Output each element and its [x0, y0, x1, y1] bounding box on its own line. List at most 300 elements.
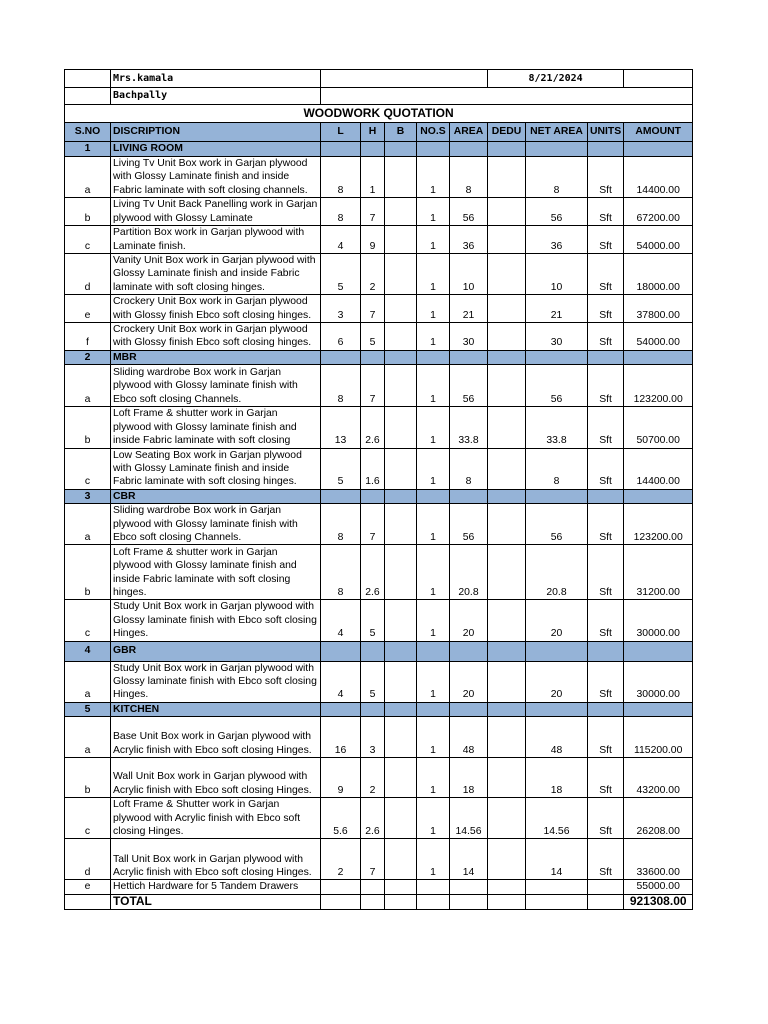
- item-length: 4: [321, 600, 361, 641]
- item-net-area: 8: [526, 448, 588, 489]
- item-description: Partition Box work in Garjan plywood with Laminate finish.: [111, 226, 321, 254]
- item-description: Loft Frame & shutter work in Garjan plywood with Glossy laminate finish and inside Fabric laminate with soft closing hinges.: [111, 545, 321, 600]
- item-dedu: [488, 880, 526, 894]
- item-nos: 1: [417, 717, 450, 758]
- item-area: 20: [450, 600, 488, 641]
- section-blank-cell: [624, 489, 693, 503]
- col-dedu: DEDU: [488, 123, 526, 142]
- item-amount: 37800.00: [624, 295, 693, 323]
- section-blank-cell: [385, 702, 417, 716]
- item-height: 5: [361, 600, 385, 641]
- item-nos: [417, 880, 450, 894]
- item-nos: 1: [417, 226, 450, 254]
- item-net-area: 8: [526, 157, 588, 198]
- section-blank-cell: [321, 142, 361, 157]
- item-id: c: [65, 798, 111, 839]
- section-blank-cell: [321, 641, 361, 661]
- total-blank-cell: [361, 894, 385, 909]
- item-dedu: [488, 226, 526, 254]
- section-title: MBR: [111, 350, 321, 364]
- section-blank-cell: [488, 142, 526, 157]
- table-row: [65, 661, 693, 702]
- table-row: [65, 600, 693, 641]
- item-length: 5: [321, 448, 361, 489]
- col-b: B: [385, 123, 417, 142]
- section-blank-cell: [526, 350, 588, 364]
- item-net-area: 10: [526, 254, 588, 295]
- col-h: H: [361, 123, 385, 142]
- item-area: 8: [450, 157, 488, 198]
- total-blank-cell: [417, 894, 450, 909]
- item-b: [385, 717, 417, 758]
- total-blank-cell: [385, 894, 417, 909]
- item-area: 56: [450, 365, 488, 407]
- item-id: c: [65, 600, 111, 641]
- item-height: 2: [361, 758, 385, 798]
- item-b: [385, 798, 417, 839]
- item-length: 5: [321, 254, 361, 295]
- item-height: 7: [361, 839, 385, 880]
- table-row: [65, 758, 693, 798]
- section-blank-cell: [588, 489, 624, 503]
- section-row: [65, 142, 693, 157]
- item-length: 13: [321, 407, 361, 448]
- item-units: Sft: [588, 157, 624, 198]
- item-amount: 54000.00: [624, 323, 693, 351]
- table-row: [65, 839, 693, 880]
- item-net-area: 18: [526, 758, 588, 798]
- item-nos: 1: [417, 365, 450, 407]
- total-blank-cell: [488, 894, 526, 909]
- item-area: 48: [450, 717, 488, 758]
- section-blank-cell: [624, 350, 693, 364]
- item-nos: 1: [417, 157, 450, 198]
- section-blank-cell: [417, 350, 450, 364]
- item-b: [385, 448, 417, 489]
- item-units: Sft: [588, 226, 624, 254]
- item-units: Sft: [588, 717, 624, 758]
- quotation-date: 8/21/2024: [488, 70, 624, 88]
- item-b: [385, 839, 417, 880]
- item-net-area: [526, 880, 588, 894]
- item-b: [385, 758, 417, 798]
- total-blank-cell: [450, 894, 488, 909]
- item-units: Sft: [588, 661, 624, 702]
- item-description: Living Tv Unit Box work in Garjan plywood with Glossy Laminate finish and inside Fabric laminate with soft closing channels.: [111, 157, 321, 198]
- table-row: [65, 365, 693, 407]
- table-row: [65, 880, 693, 894]
- item-length: 8: [321, 504, 361, 545]
- item-description: Study Unit Box work in Garjan plywood with Glossy laminate finish with Ebco soft closing Hinges.: [111, 661, 321, 702]
- item-height: 9: [361, 226, 385, 254]
- item-amount: 50700.00: [624, 407, 693, 448]
- item-height: 7: [361, 198, 385, 226]
- section-title: GBR: [111, 641, 321, 661]
- item-height: 2.6: [361, 407, 385, 448]
- section-blank-cell: [450, 489, 488, 503]
- item-height: 5: [361, 661, 385, 702]
- item-dedu: [488, 661, 526, 702]
- col-units: UNITS: [588, 123, 624, 142]
- item-units: Sft: [588, 798, 624, 839]
- item-amount: 115200.00: [624, 717, 693, 758]
- item-amount: 30000.00: [624, 600, 693, 641]
- header-row: [65, 123, 693, 142]
- item-length: 8: [321, 365, 361, 407]
- item-description: Hettich Hardware for 5 Tandem Drawers: [111, 880, 321, 894]
- item-net-area: 21: [526, 295, 588, 323]
- item-description: Sliding wardrobe Box work in Garjan plywood with Glossy laminate finish with Ebco soft closing Channels.: [111, 504, 321, 545]
- item-area: 8: [450, 448, 488, 489]
- item-nos: 1: [417, 254, 450, 295]
- client-name: Mrs.kamala: [111, 70, 321, 88]
- item-net-area: 20.8: [526, 545, 588, 600]
- section-blank-cell: [588, 350, 624, 364]
- item-area: 56: [450, 504, 488, 545]
- item-description: Loft Frame & shutter work in Garjan plywood with Glossy laminate finish and inside Fabric laminate with soft closing: [111, 407, 321, 448]
- client-place-row: [65, 88, 693, 105]
- item-dedu: [488, 157, 526, 198]
- item-nos: 1: [417, 839, 450, 880]
- section-blank-cell: [588, 702, 624, 716]
- item-description: Wall Unit Box work in Garjan plywood with Acrylic finish with Ebco soft closing Hinges.: [111, 758, 321, 798]
- section-blank-cell: [526, 702, 588, 716]
- section-blank-cell: [488, 702, 526, 716]
- item-amount: 33600.00: [624, 839, 693, 880]
- item-units: Sft: [588, 600, 624, 641]
- item-description: Study Unit Box work in Garjan plywood with Glossy laminate finish with Ebco soft closing Hinges.: [111, 600, 321, 641]
- item-dedu: [488, 758, 526, 798]
- section-blank-cell: [526, 641, 588, 661]
- section-blank-cell: [385, 641, 417, 661]
- item-units: [588, 880, 624, 894]
- item-net-area: 14: [526, 839, 588, 880]
- section-blank-cell: [488, 489, 526, 503]
- item-description: Sliding wardrobe Box work in Garjan plywood with Glossy laminate finish with Ebco soft closing Channels.: [111, 365, 321, 407]
- col-desc: DISCRIPTION: [111, 123, 321, 142]
- item-nos: 1: [417, 448, 450, 489]
- item-units: Sft: [588, 254, 624, 295]
- item-length: 4: [321, 226, 361, 254]
- item-area: 21: [450, 295, 488, 323]
- section-number: 5: [65, 702, 111, 716]
- item-area: 18: [450, 758, 488, 798]
- section-row: [65, 350, 693, 364]
- item-units: Sft: [588, 198, 624, 226]
- item-dedu: [488, 545, 526, 600]
- item-length: 2: [321, 839, 361, 880]
- item-dedu: [488, 504, 526, 545]
- item-b: [385, 504, 417, 545]
- item-amount: 31200.00: [624, 545, 693, 600]
- section-row: [65, 641, 693, 661]
- item-dedu: [488, 323, 526, 351]
- item-amount: 55000.00: [624, 880, 693, 894]
- section-blank-cell: [488, 350, 526, 364]
- item-units: Sft: [588, 448, 624, 489]
- item-length: 8: [321, 198, 361, 226]
- table-row: [65, 157, 693, 198]
- item-units: Sft: [588, 365, 624, 407]
- section-blank-cell: [417, 489, 450, 503]
- table-row: [65, 448, 693, 489]
- section-number: 2: [65, 350, 111, 364]
- item-nos: 1: [417, 295, 450, 323]
- section-blank-cell: [385, 489, 417, 503]
- item-net-area: 56: [526, 504, 588, 545]
- item-units: Sft: [588, 504, 624, 545]
- item-units: Sft: [588, 758, 624, 798]
- item-id: b: [65, 758, 111, 798]
- item-nos: 1: [417, 504, 450, 545]
- item-b: [385, 661, 417, 702]
- item-id: d: [65, 839, 111, 880]
- table-row: [65, 323, 693, 351]
- item-area: 10: [450, 254, 488, 295]
- section-row: [65, 489, 693, 503]
- item-id: d: [65, 254, 111, 295]
- section-blank-cell: [450, 142, 488, 157]
- item-units: Sft: [588, 323, 624, 351]
- section-blank-cell: [417, 142, 450, 157]
- item-units: Sft: [588, 839, 624, 880]
- item-dedu: [488, 448, 526, 489]
- item-height: 2.6: [361, 798, 385, 839]
- item-description: Loft Frame & Shutter work in Garjan plywood with Acrylic finish with Ebco soft closing Hinges.: [111, 798, 321, 839]
- item-description: Crockery Unit Box work in Garjan plywood with Glossy finish Ebco soft closing hinges.: [111, 295, 321, 323]
- section-blank-cell: [361, 702, 385, 716]
- item-units: Sft: [588, 545, 624, 600]
- item-amount: 14400.00: [624, 157, 693, 198]
- item-b: [385, 365, 417, 407]
- item-dedu: [488, 295, 526, 323]
- item-dedu: [488, 600, 526, 641]
- item-nos: 1: [417, 661, 450, 702]
- item-length: [321, 880, 361, 894]
- item-description: Vanity Unit Box work in Garjan plywood with Glossy Laminate finish and inside Fabric laminate with soft closing hinges.: [111, 254, 321, 295]
- item-id: b: [65, 198, 111, 226]
- client-name-row: [65, 70, 693, 88]
- item-amount: 67200.00: [624, 198, 693, 226]
- item-area: 36: [450, 226, 488, 254]
- item-id: e: [65, 295, 111, 323]
- item-id: c: [65, 448, 111, 489]
- section-blank-cell: [450, 702, 488, 716]
- section-blank-cell: [526, 489, 588, 503]
- item-dedu: [488, 365, 526, 407]
- item-length: 4: [321, 661, 361, 702]
- item-description: Tall Unit Box work in Garjan plywood with Acrylic finish with Ebco soft closing Hinges.: [111, 839, 321, 880]
- item-nos: 1: [417, 407, 450, 448]
- item-area: 20: [450, 661, 488, 702]
- section-blank-cell: [385, 350, 417, 364]
- item-b: [385, 157, 417, 198]
- total-label: TOTAL: [111, 894, 321, 909]
- col-amount: AMOUNT: [624, 123, 693, 142]
- item-b: [385, 600, 417, 641]
- section-blank-cell: [321, 489, 361, 503]
- total-blank-cell: [588, 894, 624, 909]
- item-net-area: 14.56: [526, 798, 588, 839]
- table-row: [65, 254, 693, 295]
- item-length: 8: [321, 545, 361, 600]
- item-dedu: [488, 254, 526, 295]
- item-net-area: 20: [526, 661, 588, 702]
- item-height: 7: [361, 295, 385, 323]
- item-description: Base Unit Box work in Garjan plywood with Acrylic finish with Ebco soft closing Hinges.: [111, 717, 321, 758]
- item-area: 30: [450, 323, 488, 351]
- col-area: AREA: [450, 123, 488, 142]
- item-area: 56: [450, 198, 488, 226]
- item-id: a: [65, 717, 111, 758]
- item-length: 16: [321, 717, 361, 758]
- item-dedu: [488, 198, 526, 226]
- item-dedu: [488, 798, 526, 839]
- section-number: 4: [65, 641, 111, 661]
- table-row: [65, 717, 693, 758]
- section-blank-cell: [624, 702, 693, 716]
- item-net-area: 30: [526, 323, 588, 351]
- item-length: 6: [321, 323, 361, 351]
- item-dedu: [488, 717, 526, 758]
- item-height: 5: [361, 323, 385, 351]
- section-number: 3: [65, 489, 111, 503]
- item-height: 7: [361, 504, 385, 545]
- item-amount: 18000.00: [624, 254, 693, 295]
- section-row: [65, 702, 693, 716]
- section-blank-cell: [361, 350, 385, 364]
- item-area: 33.8: [450, 407, 488, 448]
- item-b: [385, 198, 417, 226]
- item-b: [385, 254, 417, 295]
- item-area: 20.8: [450, 545, 488, 600]
- quotation-table: [64, 69, 693, 910]
- section-title: LIVING ROOM: [111, 142, 321, 157]
- section-blank-cell: [588, 641, 624, 661]
- item-nos: 1: [417, 798, 450, 839]
- item-height: 1.6: [361, 448, 385, 489]
- item-b: [385, 545, 417, 600]
- col-nos: NO.S: [417, 123, 450, 142]
- table-row: [65, 407, 693, 448]
- item-description: Crockery Unit Box work in Garjan plywood with Glossy finish Ebco soft closing hinges.: [111, 323, 321, 351]
- item-id: b: [65, 545, 111, 600]
- section-blank-cell: [385, 142, 417, 157]
- col-net: NET AREA: [526, 123, 588, 142]
- section-blank-cell: [624, 641, 693, 661]
- table-row: [65, 545, 693, 600]
- item-net-area: 48: [526, 717, 588, 758]
- item-height: 7: [361, 365, 385, 407]
- item-nos: 1: [417, 758, 450, 798]
- section-blank-cell: [321, 350, 361, 364]
- item-b: [385, 226, 417, 254]
- item-id: c: [65, 226, 111, 254]
- section-blank-cell: [450, 641, 488, 661]
- item-description: Living Tv Unit Back Panelling work in Garjan plywood with Glossy Laminate: [111, 198, 321, 226]
- item-id: b: [65, 407, 111, 448]
- section-blank-cell: [588, 142, 624, 157]
- total-blank-cell: [65, 894, 111, 909]
- table-row: [65, 226, 693, 254]
- section-blank-cell: [417, 641, 450, 661]
- item-area: 14.56: [450, 798, 488, 839]
- item-b: [385, 295, 417, 323]
- item-nos: 1: [417, 198, 450, 226]
- section-blank-cell: [417, 702, 450, 716]
- item-id: a: [65, 504, 111, 545]
- section-blank-cell: [361, 142, 385, 157]
- table-row: [65, 504, 693, 545]
- item-description: Low Seating Box work in Garjan plywood with Glossy Laminate finish and inside Fabric laminate with soft closing hinges.: [111, 448, 321, 489]
- total-amount: 921308.00: [624, 894, 693, 909]
- item-area: [450, 880, 488, 894]
- total-blank-cell: [321, 894, 361, 909]
- col-l: L: [321, 123, 361, 142]
- item-amount: 123200.00: [624, 365, 693, 407]
- item-nos: 1: [417, 323, 450, 351]
- item-amount: 123200.00: [624, 504, 693, 545]
- table-row: [65, 798, 693, 839]
- section-blank-cell: [361, 641, 385, 661]
- section-blank-cell: [624, 142, 693, 157]
- client-place: Bachpally: [111, 88, 321, 105]
- item-net-area: 33.8: [526, 407, 588, 448]
- item-id: a: [65, 661, 111, 702]
- item-area: 14: [450, 839, 488, 880]
- item-net-area: 56: [526, 365, 588, 407]
- item-height: 3: [361, 717, 385, 758]
- item-net-area: 36: [526, 226, 588, 254]
- item-units: Sft: [588, 295, 624, 323]
- item-amount: 14400.00: [624, 448, 693, 489]
- item-height: 2.6: [361, 545, 385, 600]
- total-blank-cell: [526, 894, 588, 909]
- item-id: a: [65, 157, 111, 198]
- item-b: [385, 323, 417, 351]
- item-height: 1: [361, 157, 385, 198]
- item-net-area: 56: [526, 198, 588, 226]
- item-units: Sft: [588, 407, 624, 448]
- item-id: e: [65, 880, 111, 894]
- item-length: 8: [321, 157, 361, 198]
- section-blank-cell: [488, 641, 526, 661]
- total-row: [65, 894, 693, 909]
- item-amount: 26208.00: [624, 798, 693, 839]
- item-amount: 54000.00: [624, 226, 693, 254]
- section-blank-cell: [361, 489, 385, 503]
- item-id: f: [65, 323, 111, 351]
- section-blank-cell: [526, 142, 588, 157]
- item-dedu: [488, 839, 526, 880]
- item-length: 5.6: [321, 798, 361, 839]
- item-dedu: [488, 407, 526, 448]
- section-blank-cell: [450, 350, 488, 364]
- section-title: CBR: [111, 489, 321, 503]
- item-amount: 30000.00: [624, 661, 693, 702]
- item-b: [385, 880, 417, 894]
- title-row: [65, 105, 693, 123]
- section-number: 1: [65, 142, 111, 157]
- item-id: a: [65, 365, 111, 407]
- table-row: [65, 295, 693, 323]
- item-height: 2: [361, 254, 385, 295]
- table-row: [65, 198, 693, 226]
- item-length: 3: [321, 295, 361, 323]
- item-net-area: 20: [526, 600, 588, 641]
- section-blank-cell: [321, 702, 361, 716]
- item-height: [361, 880, 385, 894]
